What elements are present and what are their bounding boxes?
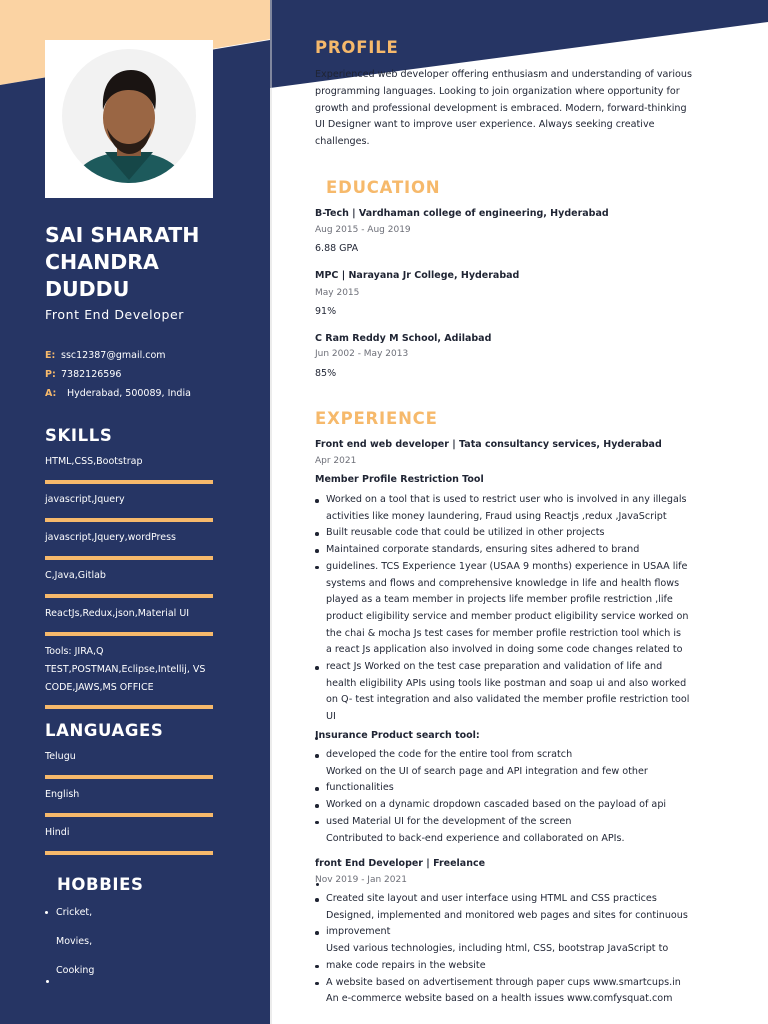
profile-line: challenges. <box>315 136 370 148</box>
languages-list <box>45 748 213 855</box>
hobby-text: Cooking <box>56 965 95 976</box>
bullet-line: UI <box>326 711 336 723</box>
project-title: Member Profile Restriction Tool <box>315 474 484 485</box>
job-title: Front End Developer <box>45 307 185 322</box>
email-label: E: <box>45 350 56 361</box>
bullet-line: a react Js application also involved in doing some code changes related to <box>326 644 683 656</box>
profile-line: UI Designer want to improve user experience. Always seeking creative <box>315 119 655 131</box>
bullet-line: A website based on advertisement through paper cups www.smartcups.in <box>315 975 730 992</box>
experience-heading: EXPERIENCE <box>315 409 438 428</box>
education-dates: May 2015 <box>315 288 360 298</box>
bullet-line: Worked on the UI of search page and API integration and few other <box>326 765 648 777</box>
language-divider <box>45 813 213 817</box>
skill-divider <box>45 480 213 484</box>
profile-heading: PROFILE <box>315 38 399 57</box>
job-bullet-list <box>315 891 730 1008</box>
skill-divider <box>45 556 213 560</box>
contact-phone-row <box>45 365 191 384</box>
bullet-line: guidelines. TCS Experience 1year (USAA 9 months) experience in USAA life <box>315 559 730 576</box>
bullet-line: played as a team member in projects life member profile restriction ,life <box>326 594 673 606</box>
bullet-line: developed the code for the entire tool from scratch <box>315 747 730 764</box>
skill-item <box>45 491 213 522</box>
bullet-line: An e-commerce website based on a health issues www.comfysquat.com <box>326 993 673 1005</box>
job-title: Front end web developer | Tata consultancy services, Hyderabad <box>315 439 662 450</box>
skill-item <box>45 529 213 560</box>
bullet-line: health eligibility APIs using tools like postman and soap ui and also worked <box>326 677 687 689</box>
phone-value: 7382126596 <box>61 369 122 380</box>
person-name <box>45 222 265 303</box>
job-title: front End Developer | Freelance <box>315 858 486 869</box>
name-line-1: SAI SHARATH <box>45 223 200 247</box>
skill-text: javascript,Jquery,wordPress <box>45 532 176 543</box>
language-text: Telugu <box>45 751 76 762</box>
language-divider <box>45 775 213 779</box>
skills-list <box>45 453 213 709</box>
bullet-line: Built reusable code that could be utilized in other projects <box>315 525 730 542</box>
education-score: 6.88 GPA <box>315 243 359 254</box>
profile-photo <box>45 40 213 198</box>
bullet-line: make code repairs in the website <box>315 958 730 975</box>
profile-line: growth and professional development is embraced. Modern, forward-thinking <box>315 102 687 114</box>
skill-item <box>45 453 213 484</box>
hobby-item <box>45 962 94 991</box>
skill-divider <box>45 518 213 522</box>
contact-email-row <box>45 346 191 365</box>
skill-text: javascript,Jquery <box>45 494 125 505</box>
bullet-line: product eligibility service and member product eligibility service worked on <box>326 610 689 622</box>
skill-item <box>45 567 213 598</box>
bullet-icon <box>45 911 48 914</box>
skill-text: HTML,CSS,Bootstrap <box>45 456 143 467</box>
bullet-line: react Js Worked on the test case preparation and validation of life and <box>315 659 730 676</box>
bullet-line: Created site layout and user interface using HTML and CSS practices <box>315 891 730 908</box>
bullet-line: functionalities <box>315 780 730 797</box>
hobbies-list <box>45 904 94 991</box>
hobby-item <box>45 933 94 962</box>
skill-text: ReactJs,Redux,json,Material UI <box>45 608 190 619</box>
bullet-line: Maintained corporate standards, ensuring sites adhered to brand <box>315 542 730 559</box>
skill-text: C,Java,Gitlab <box>45 570 106 581</box>
bullet-line: improvement <box>315 924 730 941</box>
project-bullet-list <box>315 747 730 847</box>
education-dates: Aug 2015 - Aug 2019 <box>315 225 411 235</box>
hobby-item <box>45 904 94 933</box>
bullet-line: the chai & mocha Js test cases for member profile restriction tool which is <box>326 627 681 639</box>
education-title: C Ram Reddy M School, Adilabad <box>315 333 492 344</box>
skill-text: Tools: JIRA,Q TEST,POSTMAN,Eclipse,Intellij, VS CODE,JAWS,MS OFFICE <box>45 646 206 693</box>
name-line-2: CHANDRA <box>45 250 159 274</box>
language-item <box>45 748 213 779</box>
contact-info <box>45 346 191 403</box>
skill-item <box>45 643 213 709</box>
hobbies-heading: HOBBIES <box>57 875 144 894</box>
profile-line: programming languages. Looking to join organization where opportunity for <box>315 85 680 97</box>
skill-item <box>45 605 213 636</box>
job-dates: Nov 2019 - Jan 2021 <box>315 875 407 885</box>
language-divider <box>45 851 213 855</box>
bullet-icon <box>46 980 49 983</box>
email-value: ssc12387@gmail.com <box>61 350 166 361</box>
bullet-line: Designed, implemented and monitored web pages and sites for continuous <box>326 909 688 921</box>
language-text: Hindi <box>45 827 70 838</box>
main-content <box>315 0 730 1024</box>
job-dates: Apr 2021 <box>315 456 357 466</box>
bullet-line: Contributed to back-end experience and collaborated on APIs. <box>326 832 625 844</box>
skill-divider <box>45 632 213 636</box>
language-text: English <box>45 789 80 800</box>
education-score: 85% <box>315 368 337 379</box>
bullet-line: activities like money laundering, Fraud using Reactjs ,redux ,JavaScript <box>326 510 667 522</box>
address-label: A: <box>45 388 57 399</box>
bullet-line: Used various technologies, including html, CSS, bootstrap JavaScript to <box>326 943 669 955</box>
hobby-text: Movies, <box>56 936 93 947</box>
education-title: B-Tech | Vardhaman college of engineering, Hyderabad <box>315 208 609 219</box>
education-dates: Jun 2002 - May 2013 <box>315 349 409 359</box>
profile-summary <box>315 67 730 151</box>
project-bullet-list <box>315 492 730 726</box>
person-photo-icon <box>45 40 213 198</box>
hobby-text: Cricket, <box>56 907 93 918</box>
bullet-line: systems and flows and comprehensive knowledge in life and health flows <box>326 577 680 589</box>
education-score: 91% <box>315 306 337 317</box>
skill-divider <box>45 594 213 598</box>
profile-line: Experienced web developer offering enthusiasm and understanding of various <box>315 69 692 80</box>
address-value: Hyderabad, 500089, India <box>67 388 191 399</box>
education-title: MPC | Narayana Jr College, Hyderabad <box>315 270 520 281</box>
bullet-line: Worked on a tool that is used to restrict user who is involved in any illegals <box>315 492 730 509</box>
bullet-line: on Q- test integration and also validated the member profile restriction tool <box>326 694 690 706</box>
skills-heading: SKILLS <box>45 426 113 445</box>
language-item <box>45 786 213 817</box>
bullet-line: used Material UI for the development of the screen <box>315 814 730 831</box>
bullet-line: Worked on a dynamic dropdown cascaded based on the payload of api <box>315 797 730 814</box>
name-line-3: DUDDU <box>45 277 130 301</box>
project-title: Insurance Product search tool: <box>315 730 480 741</box>
languages-heading: LANGUAGES <box>45 721 164 740</box>
phone-label: P: <box>45 369 56 380</box>
skill-divider <box>45 705 213 709</box>
contact-address-row <box>45 384 191 403</box>
education-heading: EDUCATION <box>326 178 441 197</box>
language-item <box>45 824 213 855</box>
sidebar <box>0 0 272 1024</box>
